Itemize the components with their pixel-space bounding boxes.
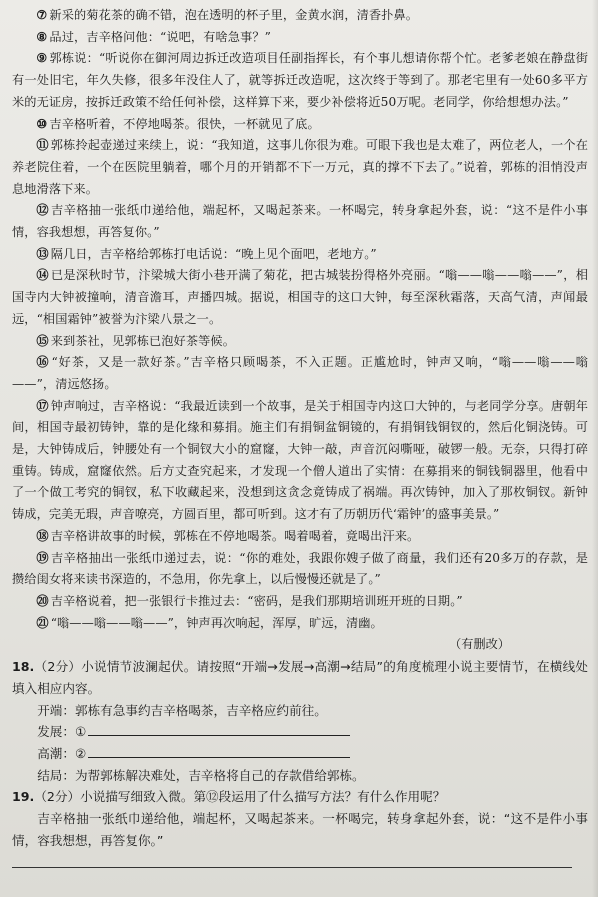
paragraph-number: ⑯ <box>36 355 50 370</box>
q19-quote: 吉辛格抽一张纸巾递给他，端起杯，又喝起茶来。一杯喝完，转身拿起外套，说：“这不是件小事情，容我想想，再答复你。” <box>12 811 588 848</box>
story-paragraph <box>12 200 588 243</box>
story-paragraph <box>12 396 588 526</box>
paragraph-number: ⑧ <box>36 29 48 44</box>
q18-gaochao-blank[interactable] <box>88 745 350 758</box>
paragraph-text: 新采的菊花茶的确不错，泡在透明的杯子里，金黄水润，清香扑鼻。 <box>49 8 419 22</box>
paragraph-text: 隔几日，吉辛格给郭栋打电话说：“晚上见个面吧，老地方。” <box>50 246 377 261</box>
q19-points: （2分） <box>34 789 81 805</box>
paragraph-number: ⑮ <box>36 333 49 348</box>
source-note: （有删改） <box>449 637 510 652</box>
q18-kaiduan: 开端：郭栋有急事约吉辛格喝茶，吉辛格应约前往。 <box>37 702 327 718</box>
paragraph-number: ⑪ <box>36 138 49 153</box>
q18-jieju: 结局：为帮郭栋解决难处，吉辛格将自己的存款借给郭栋。 <box>37 767 365 783</box>
story-paragraph <box>12 613 588 635</box>
paragraph-text: “好茶，又是一款好茶。”吉辛格只顾喝茶，不入正题。正尴尬时，钟声又响，“嗡——嗡——嗡——”，清远悠扬。 <box>12 355 588 391</box>
q18-number: 18. <box>12 659 35 675</box>
q18-prompt: 小说情节波澜起伏。请按照“开端→发展→高潮→结局”的角度梳理小说主要情节，在横线处填入相应内容。 <box>12 659 588 696</box>
story-text <box>12 5 588 634</box>
story-paragraph <box>12 114 588 136</box>
paragraph-number: ⑩ <box>36 116 48 131</box>
paragraph-number: ⑲ <box>36 550 49 565</box>
story-paragraph <box>12 331 588 353</box>
paragraph-number: ⑱ <box>36 528 49 543</box>
paragraph-number: ⑦ <box>36 8 48 22</box>
paragraph-text: 郭栋说：“听说你在御河周边拆迁改造项目任副指挥长，有个事儿想请你帮个忙。老爹老娘在静盘街有一处旧宅，年久失修，很多年没住人了，就等拆迁改造呢，这次终于等到了。那老宅里有一处60多平方米的无证房，按拆迁政策不给任何补偿，这样算下来，要少补偿将近50万呢。老同学，你给想想办法。” <box>12 51 588 109</box>
q18-gaochao-label: 高潮：② <box>37 745 87 761</box>
paragraph-text: 吉辛格抽出一张纸巾递过去，说：“你的难处，我跟你嫂子做了商量，我们还有20多万的存款，是攒给闺女将来读书深造的，不急用，你先拿上，以后慢慢还就是了。” <box>12 550 588 587</box>
paragraph-number: ⑰ <box>36 398 49 413</box>
paragraph-text: 吉辛格说着，把一张银行卡推过去：“密码，是我们那期培训班开班的日期。” <box>50 593 463 608</box>
story-paragraph <box>12 591 588 613</box>
paragraph-text: 来到茶社，见郭栋已泡好茶等候。 <box>50 333 235 348</box>
paragraph-number: ⑭ <box>36 268 49 283</box>
story-paragraph <box>12 135 588 200</box>
paragraph-text: 吉辛格听着，不停地喝茶。很快，一杯就见了底。 <box>49 116 320 131</box>
paragraph-text: 吉辛格抽一张纸巾递给他，端起杯，又喝起茶来。一杯喝完，转身拿起外套，说：“这不是件小事情，容我想想，再答复你。” <box>12 203 588 240</box>
q19-prompt: 小说描写细致入微。第⑫段运用了什么描写方法？有什么作用呢？ <box>80 789 446 805</box>
story-paragraph <box>12 265 588 330</box>
paragraph-number: ⑳ <box>36 593 49 608</box>
q19-answer-line[interactable] <box>12 851 572 868</box>
paragraph-text: 吉辛格讲故事的时候，郭栋在不停地喝茶。喝着喝着，竟喝出汗来。 <box>50 528 420 543</box>
paragraph-text: 郭栋拎起壶递过来续上，说：“我知道，这事儿你很为难。可眼下我也是太难了，两位老人，一个在养老院住着，一个在医院里躺着，哪个月的开销都不下一万元，真的撑不下去了。”说着，郭栋的泪悄没声息地滑落下来。 <box>12 138 588 196</box>
page-edge-shadow <box>592 0 598 897</box>
story-paragraph <box>12 48 588 113</box>
story-paragraph <box>12 27 588 49</box>
paragraph-number: ⑨ <box>36 51 48 66</box>
story-paragraph <box>12 5 588 27</box>
paragraph-text: 钟声响过，吉辛格说：“我最近读到一个故事，是关于相国寺内这口大钟的，与老同学分享。唐朝年间，相国寺最初铸钟，靠的是化缘和募捐。施主们有捐铜盆铜镜的，有捐铜钱铜钗的，然后化铜浇铸。可是，大钟铸成后，钟腰处有一个铜钗大小的窟窿，大钟一敲，声音沉闷嘶哑，破锣一般。无奈，只得打碎重铸。铸成，窟窿依然。后方丈查究起来，才发现一个僧人道出了实情：在募捐来的铜钱铜器里，他看中了一个做工考究的铜钗，私下收藏起来，没想到这贪念竟铸成了祸端。再次铸钟，加入了那枚铜钗。新钟铸成，完美无瑕，声音嘹亮，方圆百里，都可听到。这才有了历朝历代‘霜钟’的盛事美景。” <box>12 398 588 522</box>
story-paragraph <box>12 526 588 548</box>
paragraph-number: ⑫ <box>36 203 50 218</box>
q18-fazhan-label: 发展：① <box>37 724 87 740</box>
story-paragraph <box>12 352 588 395</box>
q18-points: （2分） <box>34 659 82 675</box>
q19-number: 19. <box>12 789 35 805</box>
question-19 <box>12 786 588 868</box>
story-paragraph <box>12 548 588 591</box>
q18-fazhan-blank[interactable] <box>88 723 350 736</box>
paragraph-number: ㉑ <box>36 615 49 630</box>
paragraph-text: “嗡——嗡——嗡——”，钟声再次响起，浑厚，旷远，清幽。 <box>50 615 383 630</box>
question-18 <box>12 656 588 786</box>
story-paragraph <box>12 244 588 266</box>
paragraph-text: 已是深秋时节，汴梁城大街小巷开满了菊花，把古城装扮得格外亮丽。“嗡——嗡——嗡——”，相国寺内大钟被撞响，清音澹耳，声播四城。据说，相国寺的这口大钟，每至深秋霜落，天高气清，声闻最远，“相国霜钟”被誉为汴梁八景之一。 <box>12 268 588 326</box>
page-content <box>12 0 588 868</box>
paragraph-text: 品过，吉辛格问他：“说吧，有啥急事？” <box>49 29 271 44</box>
paragraph-number: ⑬ <box>36 246 49 261</box>
